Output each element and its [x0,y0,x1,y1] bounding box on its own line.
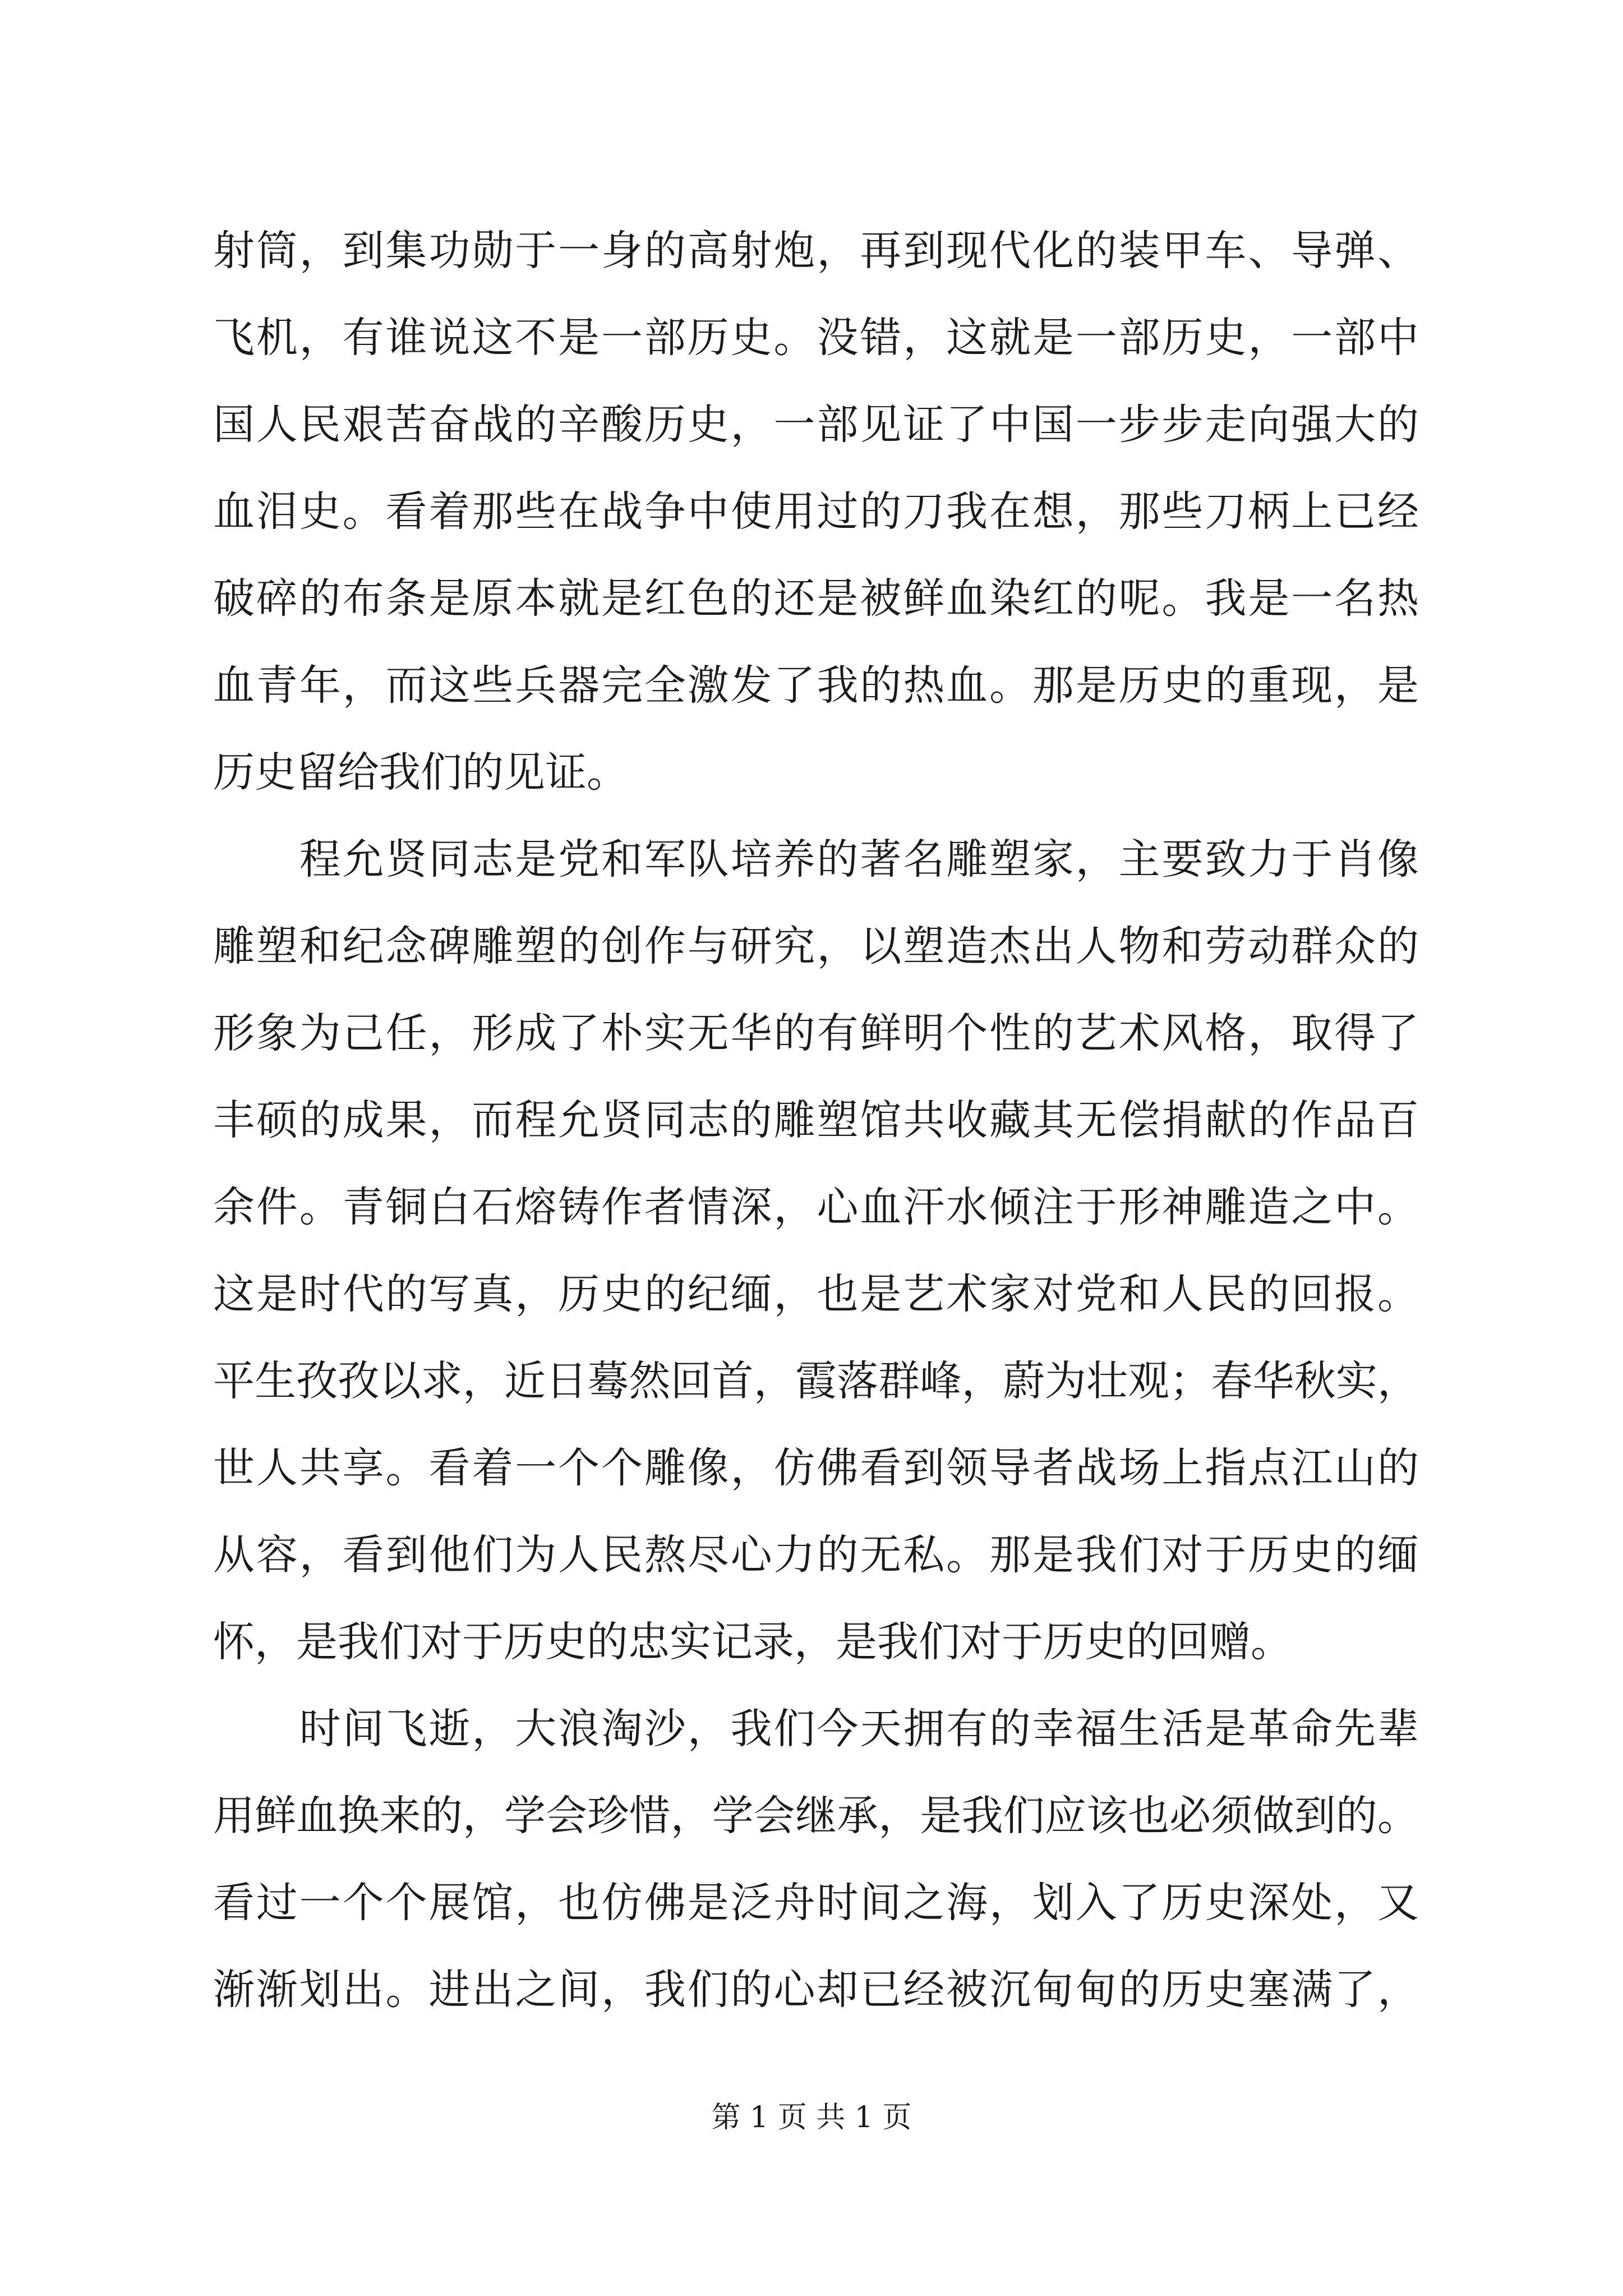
page-number-label: 第 1 页 共 1 页 [711,2101,912,2134]
text-line: 平生孜孜以求，近日蓦然回首，霞落群峰，蔚为壮观；春华秋实， [213,1357,1419,1405]
text-line: 渐渐划出。进出之间，我们的心却已经被沉甸甸的历史塞满了， [213,1966,1419,2014]
text-line: 射筒，到集功勋于一身的高射炮，再到现代化的装甲车、导弹、 [213,227,1419,275]
text-line: 破碎的布条是原本就是红色的还是被鲜血染红的呢。我是一名热 [213,574,1419,623]
text-line: 国人民艰苦奋战的辛酸历史，一部见证了中国一步步走向强大的 [213,401,1419,449]
text-line: 历史留给我们的见证。 [213,748,628,797]
text-line: 丰硕的成果，而程允贤同志的雕塑馆共收藏其无偿捐献的作品百 [213,1096,1419,1144]
text-line: 时间飞逝，大浪淘沙，我们今天拥有的幸福生活是革命先辈 [213,1705,1419,1753]
text-line: 怀，是我们对于历史的忠实记录，是我们对于历史的回赠。 [213,1618,1292,1666]
text-line: 这是时代的写真，历史的纪缅，也是艺术家对党和人民的回报。 [213,1270,1419,1318]
text-line: 世人共享。看着一个个雕像，仿佛看到领导者战场上指点江山的 [213,1444,1419,1492]
text-line: 血泪史。看着那些在战争中使用过的刀我在想，那些刀柄上已经 [213,487,1419,536]
text-line: 从容，看到他们为人民熬尽心力的无私。那是我们对于历史的缅 [213,1531,1419,1579]
text-line: 雕塑和纪念碑雕塑的创作与研究，以塑造杰出人物和劳动群众的 [213,922,1419,970]
page-footer [0,2098,1623,2137]
text-line: 程允贤同志是党和军队培养的著名雕塑家，主要致力于肖像 [213,835,1419,884]
text-line: 形象为己任，形成了朴实无华的有鲜明个性的艺术风格，取得了 [213,1009,1419,1057]
text-line: 看过一个个展馆，也仿佛是泛舟时间之海，划入了历史深处，又 [213,1879,1419,1927]
document-body [213,208,1419,2033]
text-line: 血青年，而这些兵器完全激发了我的热血。那是历史的重现，是 [213,661,1419,710]
text-line: 余件。青铜白石熔铸作者情深，心血汗水倾注于形神雕造之中。 [213,1183,1419,1231]
text-line: 飞机，有谁说这不是一部历史。没错，这就是一部历史，一部中 [213,314,1419,362]
text-line: 用鲜血换来的，学会珍惜，学会继承，是我们应该也必须做到的。 [213,1792,1419,1840]
